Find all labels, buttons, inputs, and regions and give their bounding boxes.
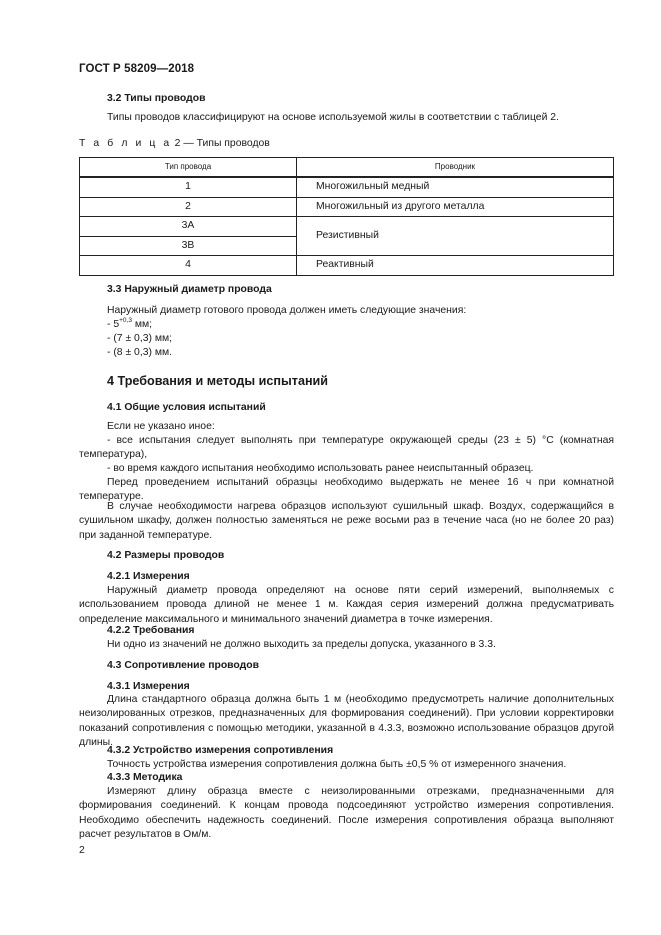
diameter-item-1-value: - 5 [107,319,120,330]
diameter-item-1-tolerance: +0,3 [119,317,132,324]
section-3-2-heading: 3.2 Типы проводов [107,93,206,104]
table-cell-conductor: Многожильный медный [297,177,614,197]
table-row [80,256,614,276]
section-4-1-text: - во время каждого испытания необходимо использовать ранее неиспытанный образец. [107,463,534,474]
table-row [80,177,614,197]
page-number: 2 [79,845,85,856]
table-cell-conductor: Резистивный [297,217,614,256]
section-4-1-text: Если не указано иное: [107,421,215,432]
table-row [80,197,614,217]
table-caption-prefix: Т а б л и ц а [79,138,172,149]
section-4-1-text: - все испытания следует выполнять при температуре окружающей среды (23 ± 5) °С (комнатная температура), [79,435,614,461]
table-header-conductor: Проводник [297,158,614,178]
table-row [80,217,614,237]
section-4-3-1-text: Длина стандартного образца должна быть 1 м (необходимо предусмотреть наличие дополнительных неизолированных отрезков, предназначенных для формирования соединений). При условии корректировки показаний сопротивления с помощью методики, указанной в 4.3.3, возможно использование образцов другой длины. [79,694,614,749]
section-4-3-3-heading: 4.3.3 Методика [107,772,183,783]
section-4-3-2-text: Точность устройства измерения сопротивления должна быть ±0,5 % от измеренного значения. [107,759,567,770]
diameter-item-1 [107,318,614,332]
document-header: ГОСТ Р 58209—2018 [79,63,195,75]
table-cell-type: 4 [80,256,297,276]
diameter-item-3: - (8 ± 0,3) мм. [107,347,173,358]
table-header-row [80,158,614,178]
section-4-2-1-text: Наружный диаметр провода определяют на основе пяти серий измерений, выполняемых с использованием провода длиной не менее 1 м. Каждая серия измерений должна предусматривать определение максимального и минимального значений диаметра в точке измерения. [79,585,614,625]
table-cell-type: 1 [80,177,297,197]
table-caption-title: 2 — Типы проводов [171,138,270,149]
table-caption [79,137,270,151]
table-cell-type: 3A [80,217,297,237]
section-4-3-2-heading: 4.3.2 Устройство измерения сопротивления [107,745,334,756]
section-3-3-heading: 3.3 Наружный диаметр провода [107,284,272,295]
section-4-3-3-text: Измеряют длину образца вместе с неизолированными отрезками, предназначенными для формирования соединений. К концам провода подсоединяют устройство измерения сопротивления. Необходимо обеспечить надежность соединений. После измерения сопротивления образца выполняют расчет результатов в Ом/м. [79,786,614,841]
table-cell-conductor: Реактивный [297,256,614,276]
section-4-2-2-text: Ни одно из значений не должно выходить за пределы допуска, указанного в 3.3. [107,639,496,650]
table-cell-type: 2 [80,197,297,217]
diameter-item-2: - (7 ± 0,3) мм; [107,333,173,344]
section-4-2-2-heading: 4.2.2 Требования [107,625,195,636]
table-cell-type: 3B [80,236,297,256]
section-4-2-1-heading: 4.2.1 Измерения [107,571,190,582]
section-4-2-heading: 4.2 Размеры проводов [107,550,225,561]
section-3-3-intro: Наружный диаметр готового провода должен иметь следующие значения: [107,305,467,316]
section-4-3-1-heading: 4.3.1 Измерения [107,681,190,692]
table-cell-conductor: Многожильный из другого металла [297,197,614,217]
section-4-1-heading: 4.1 Общие условия испытаний [107,402,266,413]
section-4-1-text: В случае необходимости нагрева образцов используют сушильный шкаф. Воздух, содержащийся в сушильном шкафу, должен полностью заменяться не реже восьми раз в течение часа (но не более 20 раз) при заданной температуре. [79,501,614,541]
table-header-type: Тип провода [80,158,297,178]
section-4-heading: 4 Требования и методы испытаний [107,374,329,388]
section-4-3-heading: 4.3 Сопротивление проводов [107,660,259,671]
diameter-item-1-unit: мм; [131,319,153,330]
section-3-2-text: Типы проводов классифицируют на основе используемой жилы в соответствии с таблицей 2. [107,112,559,123]
section-4-1-text: Перед проведением испытаний образцы необходимо выдержать не менее 16 ч при комнатной температуре. [79,477,614,503]
wire-types-table [79,157,614,276]
